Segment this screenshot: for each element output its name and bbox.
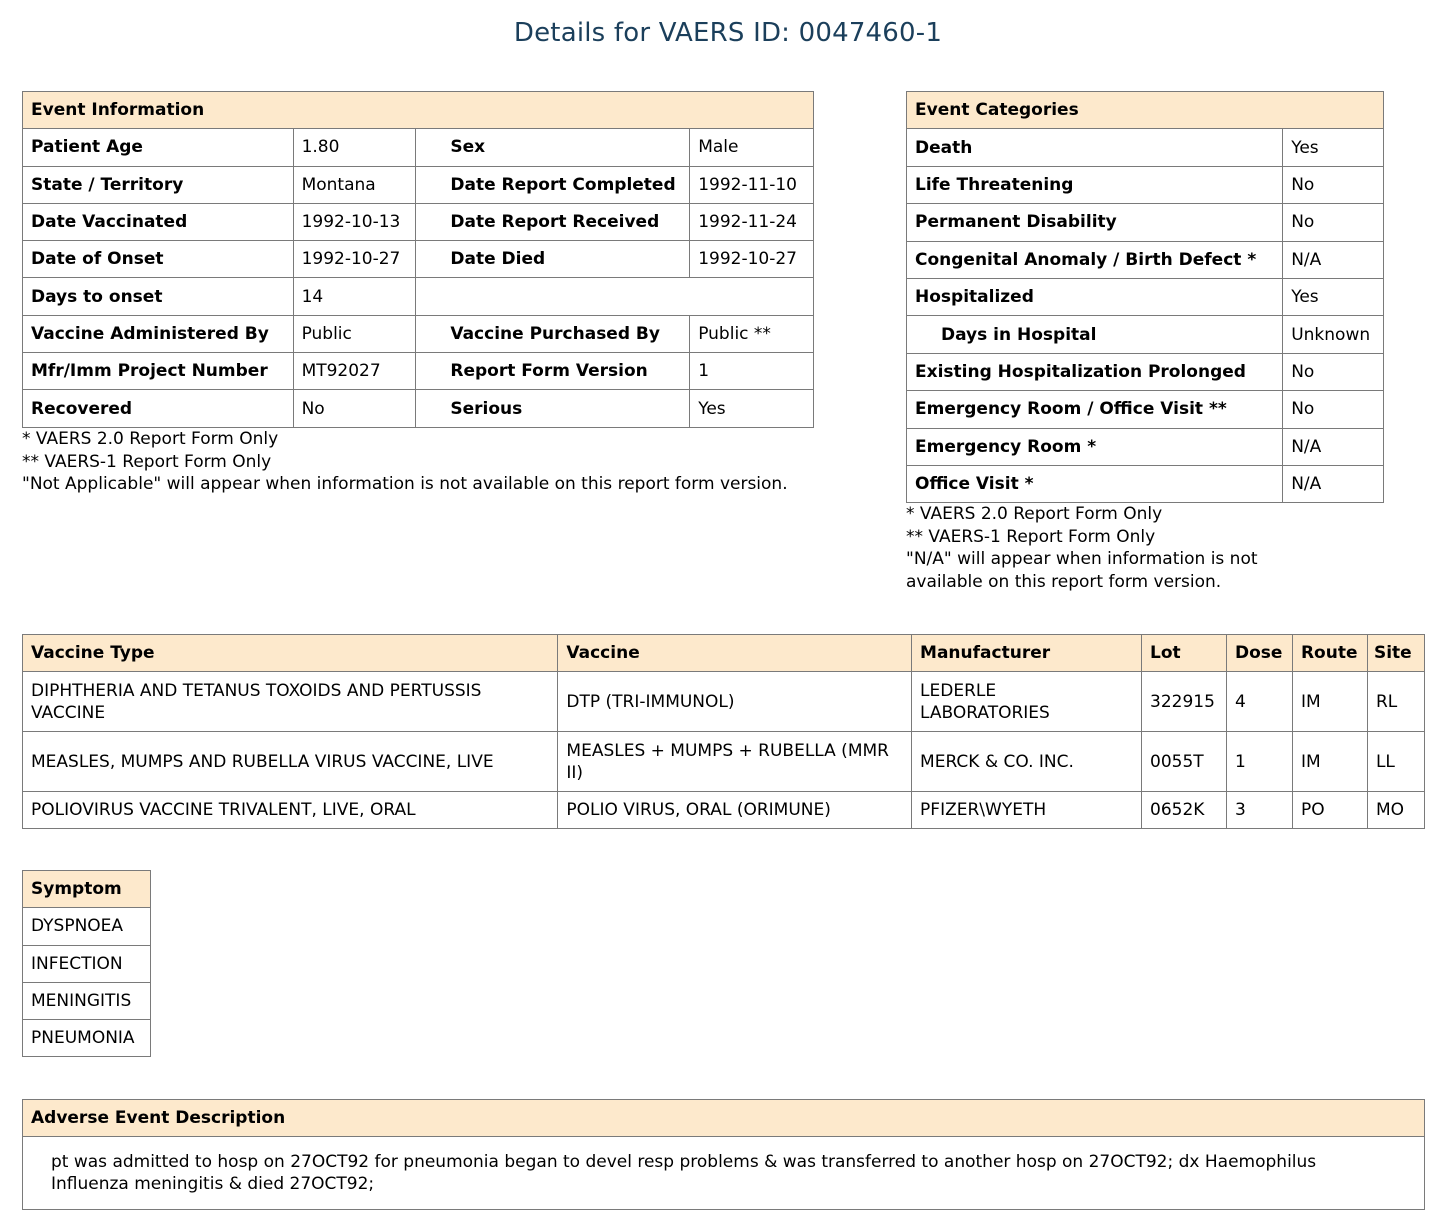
category-value: N/A: [1283, 465, 1384, 502]
category-label: Permanent Disability: [907, 204, 1283, 241]
category-value: Unknown: [1283, 316, 1384, 353]
symptom-item: MENINGITIS: [23, 982, 151, 1019]
symptom-item: DYSPNOEA: [23, 908, 151, 945]
description-text: pt was admitted to hosp on 27OCT92 for pneumonia began to devel resp problems & was transferred to another hosp on 27OCT92; dx Haemophilus Influenza meningitis & died 27OCT92;: [23, 1137, 1425, 1210]
column-header: Lot: [1142, 635, 1227, 672]
event-label: Date Report Completed: [416, 166, 690, 203]
category-row: [907, 391, 1384, 428]
event-information-header: Event Information: [23, 92, 814, 129]
footnote: ** VAERS-1 Report Form Only: [22, 451, 272, 472]
column-header: Vaccine: [558, 635, 912, 672]
symptom-table: [22, 870, 151, 1057]
column-header: Manufacturer: [912, 635, 1142, 672]
event-value: MT92027: [293, 353, 416, 390]
route-cell: IM: [1292, 672, 1367, 732]
vaccine-row: [23, 672, 1425, 732]
footnote: * VAERS 2.0 Report Form Only: [906, 504, 1163, 524]
vaccine-cell: DTP (TRI-IMMUNOL): [558, 672, 912, 732]
vaccine-type-cell: DIPHTHERIA AND TETANUS TOXOIDS AND PERTUSSIS VACCINE: [23, 672, 558, 732]
manufacturer-cell: PFIZER\WYETH: [912, 792, 1142, 829]
event-categories-table: [906, 91, 1384, 503]
event-value: 1992-11-10: [690, 166, 814, 203]
page-title: Details for VAERS ID: 0047460-1: [513, 18, 943, 48]
event-value: 1992-10-27: [690, 241, 814, 278]
event-row: [23, 203, 814, 240]
event-label: State / Territory: [23, 166, 294, 203]
lot-cell: 0055T: [1142, 732, 1227, 792]
event-label: Vaccine Purchased By: [416, 315, 690, 352]
event-label: Mfr/Imm Project Number: [23, 353, 294, 390]
manufacturer-cell: MERCK & CO. INC.: [912, 732, 1142, 792]
event-value: Public **: [690, 315, 814, 352]
footnote: ** VAERS-1 Report Form Only: [906, 526, 1156, 547]
lot-cell: 322915: [1142, 672, 1227, 732]
event-label: Sex: [416, 129, 690, 166]
category-row: [907, 278, 1384, 315]
footnote: * VAERS 2.0 Report Form Only: [22, 429, 279, 449]
lot-cell: 0652K: [1142, 792, 1227, 829]
vaccine-type-cell: POLIOVIRUS VACCINE TRIVALENT, LIVE, ORAL: [23, 792, 558, 829]
event-row: [23, 315, 814, 352]
category-row: [907, 204, 1384, 241]
category-value: N/A: [1283, 241, 1384, 278]
vaccine-table: [22, 634, 1425, 829]
vaccine-type-cell: MEASLES, MUMPS AND RUBELLA VIRUS VACCINE, LIVE: [23, 732, 558, 792]
symptom-item: PNEUMONIA: [23, 1020, 151, 1057]
category-row: [907, 129, 1384, 166]
event-label: Days to onset: [23, 278, 294, 315]
event-value: Public: [293, 315, 416, 352]
event-row: [23, 129, 814, 166]
event-row: [23, 278, 814, 315]
category-value: No: [1283, 391, 1384, 428]
event-value: Montana: [293, 166, 416, 203]
event-label: Patient Age: [23, 129, 294, 166]
category-label: Emergency Room / Office Visit **: [907, 391, 1283, 428]
event-row: [23, 241, 814, 278]
category-label: Death: [907, 129, 1283, 166]
dose-cell: 3: [1226, 792, 1292, 829]
column-header: Vaccine Type: [23, 635, 558, 672]
footnote: "N/A" will appear when information is not available on this report form version.: [906, 549, 1258, 592]
adverse-event-description-table: [22, 1099, 1425, 1210]
event-value: 1992-10-27: [293, 241, 416, 278]
event-value: No: [293, 390, 416, 427]
category-value: No: [1283, 204, 1384, 241]
site-cell: RL: [1367, 672, 1424, 732]
site-cell: MO: [1367, 792, 1424, 829]
category-row: [907, 316, 1384, 353]
category-label: Life Threatening: [907, 166, 1283, 203]
manufacturer-cell: LEDERLE LABORATORIES: [912, 672, 1142, 732]
event-categories-header: Event Categories: [907, 92, 1384, 129]
event-label: Date Vaccinated: [23, 203, 294, 240]
event-value: 1992-11-24: [690, 203, 814, 240]
category-label: Days in Hospital: [907, 316, 1283, 353]
vaccine-header-row: [23, 635, 1425, 672]
event-value: 1.80: [293, 129, 416, 166]
event-value: 1992-10-13: [293, 203, 416, 240]
event-information-notes: [22, 428, 882, 496]
vaccine-cell: MEASLES + MUMPS + RUBELLA (MMR II): [558, 732, 912, 792]
event-value: 14: [293, 278, 416, 315]
event-categories-notes: [906, 503, 1306, 593]
vaccine-row: [23, 732, 1425, 792]
category-value: Yes: [1283, 278, 1384, 315]
event-row: [23, 390, 814, 427]
event-label: Vaccine Administered By: [23, 315, 294, 352]
event-label: Date of Onset: [23, 241, 294, 278]
footnote: "Not Applicable" will appear when information is not available on this report form version.: [22, 474, 788, 494]
empty-cell: [416, 278, 814, 315]
category-value: N/A: [1283, 428, 1384, 465]
category-label: Existing Hospitalization Prolonged: [907, 353, 1283, 390]
symptom-item: INFECTION: [23, 945, 151, 982]
category-row: [907, 166, 1384, 203]
dose-cell: 1: [1226, 732, 1292, 792]
dose-cell: 4: [1226, 672, 1292, 732]
event-label: Date Report Received: [416, 203, 690, 240]
event-value: Yes: [690, 390, 814, 427]
category-label: Congenital Anomaly / Birth Defect *: [907, 241, 1283, 278]
category-label: Office Visit *: [907, 465, 1283, 502]
event-label: Serious: [416, 390, 690, 427]
category-label: Hospitalized: [907, 278, 1283, 315]
symptom-header: Symptom: [23, 871, 151, 908]
column-header: Route: [1292, 635, 1367, 672]
category-row: [907, 428, 1384, 465]
category-value: No: [1283, 166, 1384, 203]
route-cell: PO: [1292, 792, 1367, 829]
category-value: Yes: [1283, 129, 1384, 166]
category-row: [907, 241, 1384, 278]
site-cell: LL: [1367, 732, 1424, 792]
event-information-table: [22, 91, 814, 428]
category-value: No: [1283, 353, 1384, 390]
route-cell: IM: [1292, 732, 1367, 792]
category-row: [907, 353, 1384, 390]
event-value: Male: [690, 129, 814, 166]
category-label: Emergency Room *: [907, 428, 1283, 465]
description-header: Adverse Event Description: [23, 1100, 1425, 1137]
event-row: [23, 353, 814, 390]
column-header: Dose: [1226, 635, 1292, 672]
event-label: Date Died: [416, 241, 690, 278]
column-header: Site: [1367, 635, 1424, 672]
vaccine-row: [23, 792, 1425, 829]
event-row: [23, 166, 814, 203]
category-row: [907, 465, 1384, 502]
event-value: 1: [690, 353, 814, 390]
event-label: Report Form Version: [416, 353, 690, 390]
event-label: Recovered: [23, 390, 294, 427]
vaccine-cell: POLIO VIRUS, ORAL (ORIMUNE): [558, 792, 912, 829]
